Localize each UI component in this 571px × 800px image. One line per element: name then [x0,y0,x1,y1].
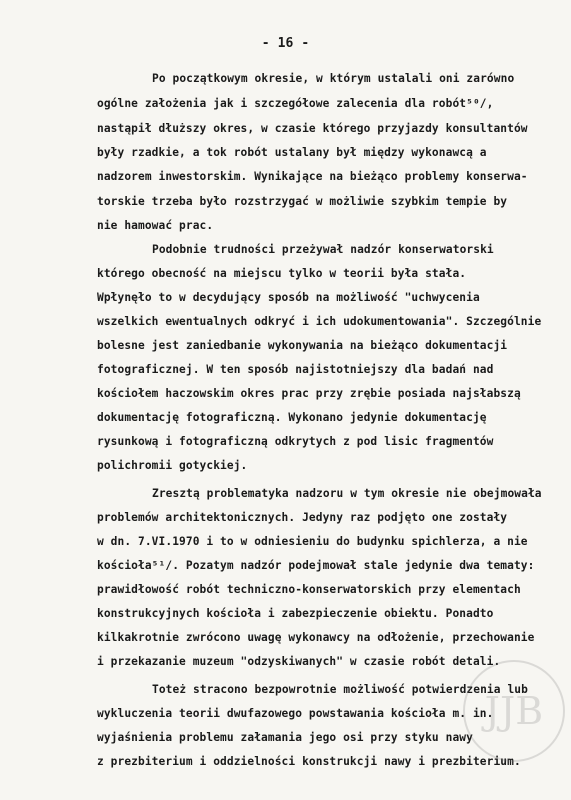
archive-watermark-logo [455,652,571,770]
text-line: Po początkowym okresie, w którym ustalali oni zarówno [152,72,515,85]
text-line: dokumentację fotograficzną. Wykonano jedynie dokumentację [97,411,487,424]
text-line: którego obecność na miejscu tylko w teorii była stała. [97,267,467,280]
svg-text:JJB: JJB [484,689,544,733]
text-line: nadzorem inwestorskim. Wynikające na bieżąco problemy konserwa- [97,170,528,183]
text-line: fotograficznej. W ten sposób najistotniejszy dla badań nad [97,363,494,376]
text-line: w dn. 7.VI.1970 i to w odniesieniu do budynku spichlerza, a nie [97,535,528,548]
text-line: torskie trzeba było rozstrzygać w możliwie szybkim tempie by [97,195,508,208]
text-line: wyjaśnienia problemu załamania jego osi przy styku nawy [97,731,473,744]
page-number: - 16 - [261,36,310,51]
text-line: Wpłynęło to w decydujący sposób na możliwość "uchwycenia [97,291,480,304]
text-line: ogólne założenia jak i szczegółowe zalecenia dla robót⁵⁰/, [97,97,494,110]
text-line: wszelkich ewentualnych odkryć i ich udokumentowania". Szczególnie [97,315,542,328]
text-line: były rzadkie, a tok robót ustalany był między wykonawcą a [97,146,487,159]
text-line: Toteż stracono bezpowrotnie możliwość potwierdzenia lub [152,683,528,696]
text-line: wykluczenia teorii dwufazowego powstawania kościoła m. in. [97,707,494,720]
text-line: prawidłowość robót techniczno-konserwatorskich przy elementach [97,583,521,596]
text-line: bolesne jest zaniedbanie wykonywania na bieżąco dokumentacji [97,339,508,352]
text-line: polichromii gotyckiej. [97,459,248,472]
text-line: Podobnie trudności przeżywał nadzór konserwatorski [152,243,494,256]
text-line: z prezbiterium i oddzielności konstrukcji nawy i prezbiterium. [97,755,521,768]
text-line: konstrukcyjnych kościoła i zabezpieczenie obiektu. Ponadto [97,607,494,620]
text-line: kościołem haczowskim okres prac przy zrębie posiada najsłabszą [97,387,521,400]
text-line: rysunkową i fotograficzną odkrytych z pod lisic fragmentów [97,435,494,448]
text-line: Zresztą problematyka nadzoru w tym okresie nie obejmowała [152,487,542,500]
text-line: nie hamować prac. [97,219,214,232]
text-line: problemów architektonicznych. Jedyny raz podjęto one zostały [97,511,508,524]
text-line: kościoła⁵¹/. Pozatym nadzór podejmował stale jedynie dwa tematy: [97,559,535,572]
text-line: i przekazanie muzeum "odzyskiwanych" w czasie robót detali. [97,655,501,668]
text-line: kilkakrotnie zwrócono uwagę wykonawcy na odłożenie, przechowanie [97,631,535,644]
text-line: nastąpił dłuższy okres, w czasie którego przyjazdy konsultantów [97,122,528,135]
